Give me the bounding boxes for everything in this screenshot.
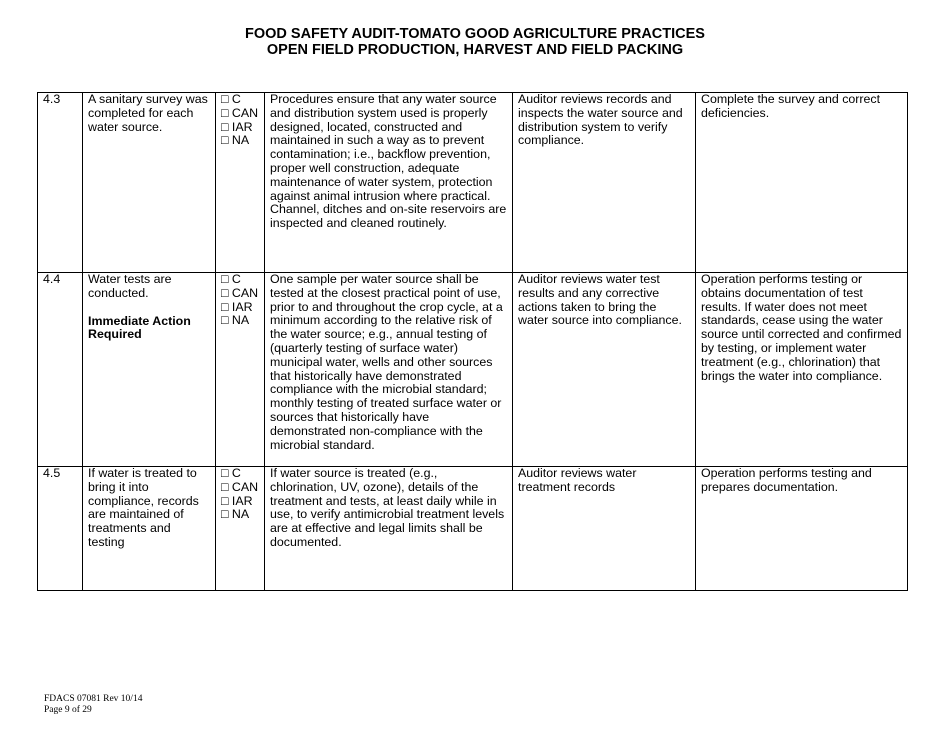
option-iar-checkbox[interactable]: □ IAR	[221, 299, 253, 314]
option-na-checkbox[interactable]: □ NA	[221, 507, 250, 522]
page-footer	[44, 694, 142, 716]
option-can-checkbox[interactable]: □ CAN	[221, 105, 259, 120]
auditor-verification: Auditor reviews water test results and any corrective actions taken to bring the water source into compliance.	[513, 273, 696, 467]
requirement-text: Water tests are conducted.	[88, 272, 172, 300]
option-c-checkbox[interactable]: □ C	[221, 466, 241, 480]
option-can-checkbox[interactable]: □ CAN	[221, 285, 259, 300]
requirement-text: If water is treated to bring it into compliance, records are maintained of treatments and testing	[88, 466, 199, 549]
document-title	[0, 26, 950, 58]
option-na-checkbox[interactable]: □ NA	[221, 313, 250, 328]
option-iar-checkbox[interactable]: □ IAR	[221, 119, 253, 134]
item-number: 4.5	[38, 467, 83, 591]
item-number: 4.3	[38, 93, 83, 273]
immediate-action-label: Immediate Action Required	[88, 313, 191, 342]
option-na-checkbox[interactable]: □ NA	[221, 133, 250, 148]
title-line-2: OPEN FIELD PRODUCTION, HARVEST AND FIELD PACKING	[266, 42, 684, 58]
requirement-text: A sanitary survey was completed for each water source.	[88, 92, 208, 134]
corrective-action: Complete the survey and correct deficiencies.	[696, 93, 908, 273]
title-line-1: FOOD SAFETY AUDIT-TOMATO GOOD AGRICULTURE PRACTICES	[245, 26, 705, 42]
item-requirement	[83, 467, 216, 591]
option-c-checkbox[interactable]: □ C	[221, 272, 241, 286]
item-requirement	[83, 93, 216, 273]
table-row	[38, 273, 908, 467]
auditor-verification: Auditor reviews records and inspects the water source and distribution system to verify compliance.	[513, 93, 696, 273]
audit-table	[37, 92, 908, 591]
item-number: 4.4	[38, 273, 83, 467]
procedure-text: One sample per water source shall be tested at the closest practical point of use, prior to and throughout the crop cycle, at a minimum according to the relative risk of the water source; e.g., annual testing of (quarterly testing of surface water) municipal water, wells and other sources that historically have demonstrated compliance with the microbial standard; monthly testing of treated surface water or sources that historically have demonstrated non-compliance with the microbial standard.	[265, 273, 513, 467]
compliance-options	[216, 273, 265, 467]
compliance-options	[216, 93, 265, 273]
corrective-action: Operation performs testing and prepares documentation.	[696, 467, 908, 591]
corrective-action: Operation performs testing or obtains documentation of test results. If water does not meet standards, cease using the water source until corrected and confirmed by testing, or implement water treatment (e.g., chlorination) that brings the water into compliance.	[696, 273, 908, 467]
option-can-checkbox[interactable]: □ CAN	[221, 479, 259, 494]
item-requirement	[83, 273, 216, 467]
procedure-text: If water source is treated (e.g., chlorination, UV, ozone), details of the treatment and tests, at least daily while in use, to verify antimicrobial treatment levels are at effective and legal limits shall be documented.	[265, 467, 513, 591]
table-row	[38, 467, 908, 591]
procedure-text: Procedures ensure that any water source and distribution system used is properly designed, located, constructed and maintained in such a way as to prevent contamination; i.e., backflow prevention, proper well construction, adequate maintenance of water system, protection against animal intrusion where practical. Channel, ditches and on-site reservoirs are inspected and cleaned routinely.	[265, 93, 513, 273]
compliance-options	[216, 467, 265, 591]
option-iar-checkbox[interactable]: □ IAR	[221, 493, 253, 508]
table-row	[38, 93, 908, 273]
auditor-verification: Auditor reviews water treatment records	[513, 467, 696, 591]
page-number: Page 9 of 29	[44, 705, 92, 715]
option-c-checkbox[interactable]: □ C	[221, 92, 241, 106]
form-number: FDACS 07081 Rev 10/14	[44, 694, 143, 704]
